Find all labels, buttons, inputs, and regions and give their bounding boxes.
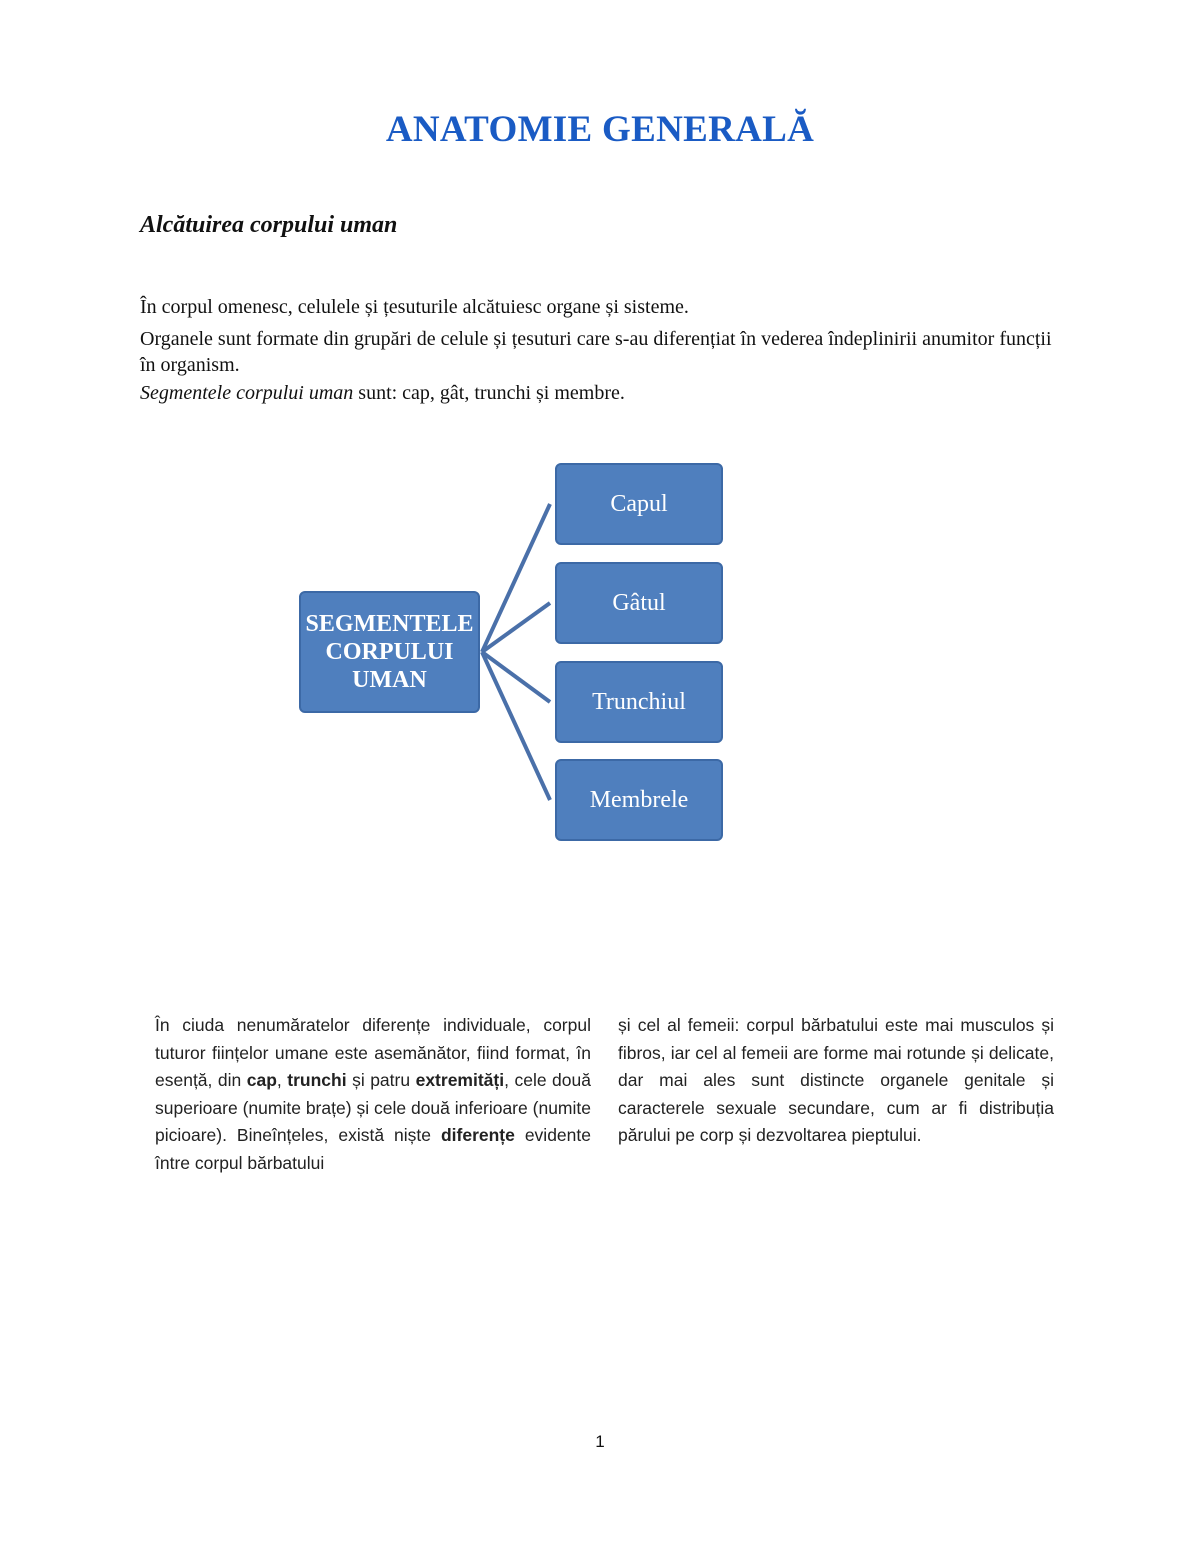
- page-number: 1: [595, 1432, 605, 1451]
- page-title: ANATOMIE GENERALĂ: [385, 109, 815, 150]
- connector-line-capul: [482, 504, 550, 652]
- scan-text-bold-trunchi: trunchi: [287, 1070, 347, 1091]
- diagram-node-label: Trunchiul: [592, 688, 686, 715]
- scan-text-run: și patru: [346, 1070, 416, 1091]
- scan-text-bold-extremitati: extremități: [415, 1070, 505, 1091]
- scan-text-run: În ciuda nenumăratelor diferențe individuale, corpul tuturor ființelor umane este asemănător, fiind format, în esență, din: [155, 1015, 591, 1091]
- scan-text-bold-diferente: diferențe: [440, 1125, 515, 1146]
- scan-text-run: ,: [276, 1070, 288, 1091]
- diagram-node-trunchiul: [555, 661, 723, 743]
- diagram-node-label: Gâtul: [612, 589, 666, 616]
- paragraph-3-rest: sunt: cap, gât, trunchi și membre.: [353, 382, 625, 404]
- scan-text-bold-cap: cap: [246, 1070, 277, 1091]
- paragraph-3: [140, 380, 1070, 406]
- paragraph-2: Organele sunt formate din grupări de celule și țesuturi care s-au diferențiat în vederea îndeplinirii anumitor funcții în organism.: [140, 328, 1052, 376]
- diagram-node-capul: [555, 463, 723, 545]
- scan-text-run: evidente între corpul bărbatului: [155, 1125, 591, 1173]
- connector-line-trunchiul: [482, 652, 550, 702]
- section-heading: Alcătuirea corpului uman: [140, 212, 398, 238]
- paragraph-1: În corpul omenesc, celulele și țesuturile alcătuiesc organe și sisteme.: [140, 296, 689, 318]
- scan-text-run: , cele două superioare (numite brațe) și cele două inferioare (numite picioare). Bineînțeles, există niște: [155, 1070, 591, 1146]
- scanned-text-left-column: [155, 1012, 591, 1178]
- diagram-node-gatul: [555, 562, 723, 644]
- diagram-center-label: SEGMENTELE CORPULUI UMAN: [305, 611, 474, 693]
- connector-line-membrele: [482, 652, 550, 800]
- diagram-center-node: [299, 591, 480, 713]
- paragraph-3-italic: Segmentele corpului uman: [140, 382, 354, 404]
- connector-line-gatul: [482, 603, 550, 652]
- diagram-node-label: Membrele: [589, 786, 689, 813]
- scanned-text-right-column: și cel al femeii: corpul bărbatului este mai musculos și fibros, iar cel al femeii are forme mai rotunde și delicate, dar mai ales sunt distincte organele genitale și caracterele sexuale secundare, cum ar fi distribuția părului pe corp și dezvoltarea pieptului.: [618, 1015, 1054, 1146]
- diagram-node-label: Capul: [610, 490, 668, 517]
- diagram-node-membrele: [555, 759, 723, 841]
